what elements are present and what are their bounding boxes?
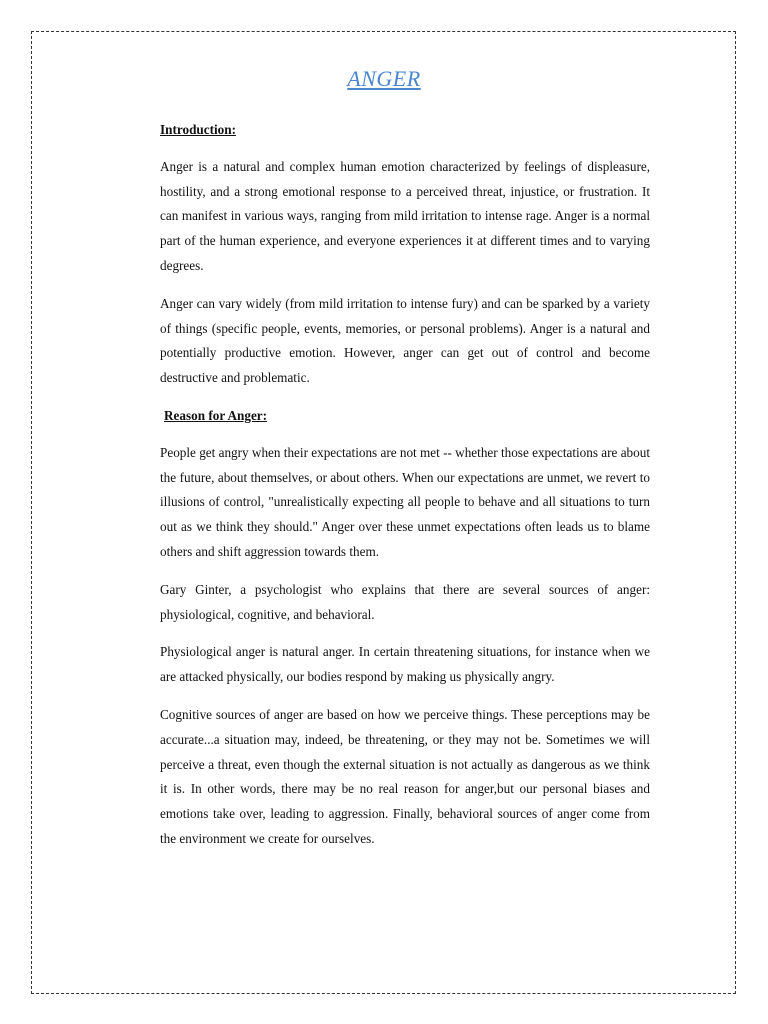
section-heading-introduction: Introduction:	[160, 122, 236, 137]
paragraph: Gary Ginter, a psychologist who explains that there are several sources of anger: physiological, cognitive, and behavioral.	[160, 581, 650, 622]
paragraph: People get angry when their expectations are not met -- whether those expectations are about the future, about themselves, or about others. When our expectations are unmet, we revert to illusions of control, "unrealistically expecting all people to behave and all situations to turn out as we think they should." Anger over these unmet expectations often leads us to blame others and shift aggression towards them.	[160, 444, 650, 559]
paragraph: Cognitive sources of anger are based on how we perceive things. These perceptions may be accurate...a situation may, indeed, be threatening, or they may not be. Sometimes we will perceive a threat, even though the external situation is not actually as dangerous as we think it is. In other words, there may be no real reason for anger,but our personal biases and emotions take over, leading to aggression. Finally, behavioral sources of anger come from the environment we create for ourselves.	[160, 706, 650, 846]
document-title: ANGER	[347, 66, 421, 91]
paragraph: Anger is a natural and complex human emotion characterized by feelings of displeasure, hostility, and a strong emotional response to a perceived threat, injustice, or frustration. It can manifest in various ways, ranging from mild irritation to intense rage. Anger is a normal part of the human experience, and everyone experiences it at different times and to varying degrees.	[160, 158, 650, 273]
paragraph: Physiological anger is natural anger. In certain threatening situations, for instance when we are attacked physically, our bodies respond by making us physically angry.	[160, 644, 650, 685]
document-body	[160, 118, 650, 865]
section-heading-reason: Reason for Anger:	[164, 407, 268, 423]
paragraph: Anger can vary widely (from mild irritation to intense fury) and can be sparked by a variety of things (specific people, events, memories, or personal problems). Anger is a natural and potentially productive emotion. However, anger can get out of control and become destructive and problematic.	[160, 295, 650, 386]
